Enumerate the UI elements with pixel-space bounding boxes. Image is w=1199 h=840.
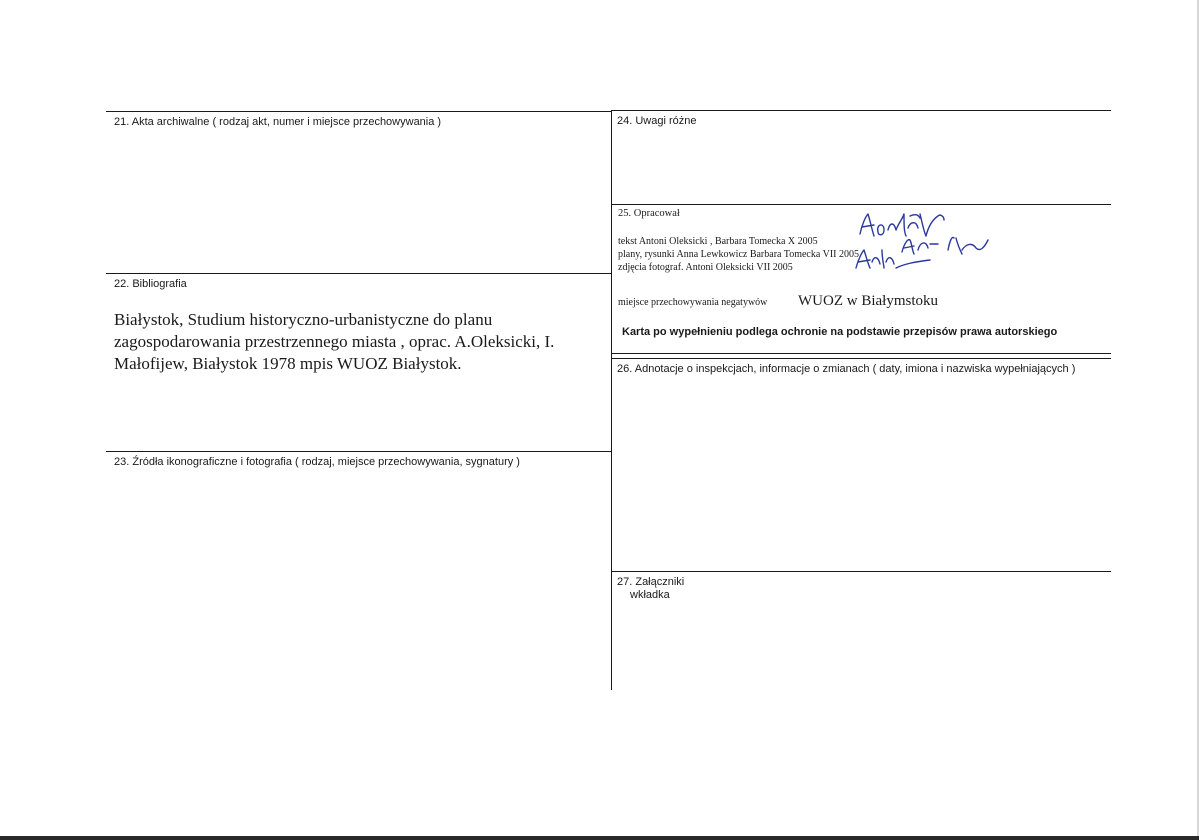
rule-section-26-top xyxy=(612,353,1111,354)
handwritten-signatures xyxy=(848,210,1008,280)
section-24-label: 24. Uwagi różne xyxy=(617,115,697,127)
section-26-label: 26. Adnotacje o inspekcjach, informacje o zmianach ( daty, imiona i nazwiska wypełniających ) xyxy=(617,363,1076,375)
rule-section-26 xyxy=(612,358,1111,359)
center-divider xyxy=(611,110,612,690)
section-22-label: 22. Bibliografia xyxy=(114,278,187,290)
bibliography-line-3: Małofijew, Białystok 1978 mpis WUOZ Białystok. xyxy=(114,354,462,373)
rule-top-right xyxy=(612,110,1111,111)
scan-bottom-edge xyxy=(0,836,1199,840)
bibliography-line-2: zagospodarowania przestrzennego miasta , oprac. A.Oleksicki, I. xyxy=(114,332,555,351)
bibliography-text xyxy=(114,309,554,375)
attachment-item: wkładka xyxy=(630,589,670,601)
author-text-line: tekst Antoni Oleksicki , Barbara Tomecka X 2005 xyxy=(618,236,818,247)
negatives-location-value: WUOZ w Białymstoku xyxy=(798,293,938,309)
rule-section-25 xyxy=(612,204,1111,205)
bibliography-line-1: Białystok, Studium historyczno-urbanistyczne do planu xyxy=(114,310,493,329)
rule-section-22 xyxy=(106,273,612,274)
copyright-note: Karta po wypełnieniu podlega ochronie na podstawie przepisów prawa autorskiego xyxy=(622,326,1058,338)
author-photos-line: zdjęcia fotograf. Antoni Oleksicki VII 2005 xyxy=(618,262,793,273)
rule-section-23 xyxy=(106,451,612,452)
rule-section-27 xyxy=(612,571,1111,572)
author-drawings-line: plany, rysunki Anna Lewkowicz Barbara Tomecka VII 2005 xyxy=(618,249,859,260)
section-23-label: 23. Źródła ikonograficzne i fotografia ( rodzaj, miejsce przechowywania, sygnatury ) xyxy=(114,456,520,468)
section-25-label: 25. Opracował xyxy=(618,208,680,219)
section-21-label: 21. Akta archiwalne ( rodzaj akt, numer i miejsce przechowywania ) xyxy=(114,116,442,128)
section-27-label: 27. Załączniki xyxy=(617,576,685,588)
negatives-location-label: miejsce przechowywania negatywów xyxy=(618,297,768,308)
rule-top-left xyxy=(106,111,612,112)
